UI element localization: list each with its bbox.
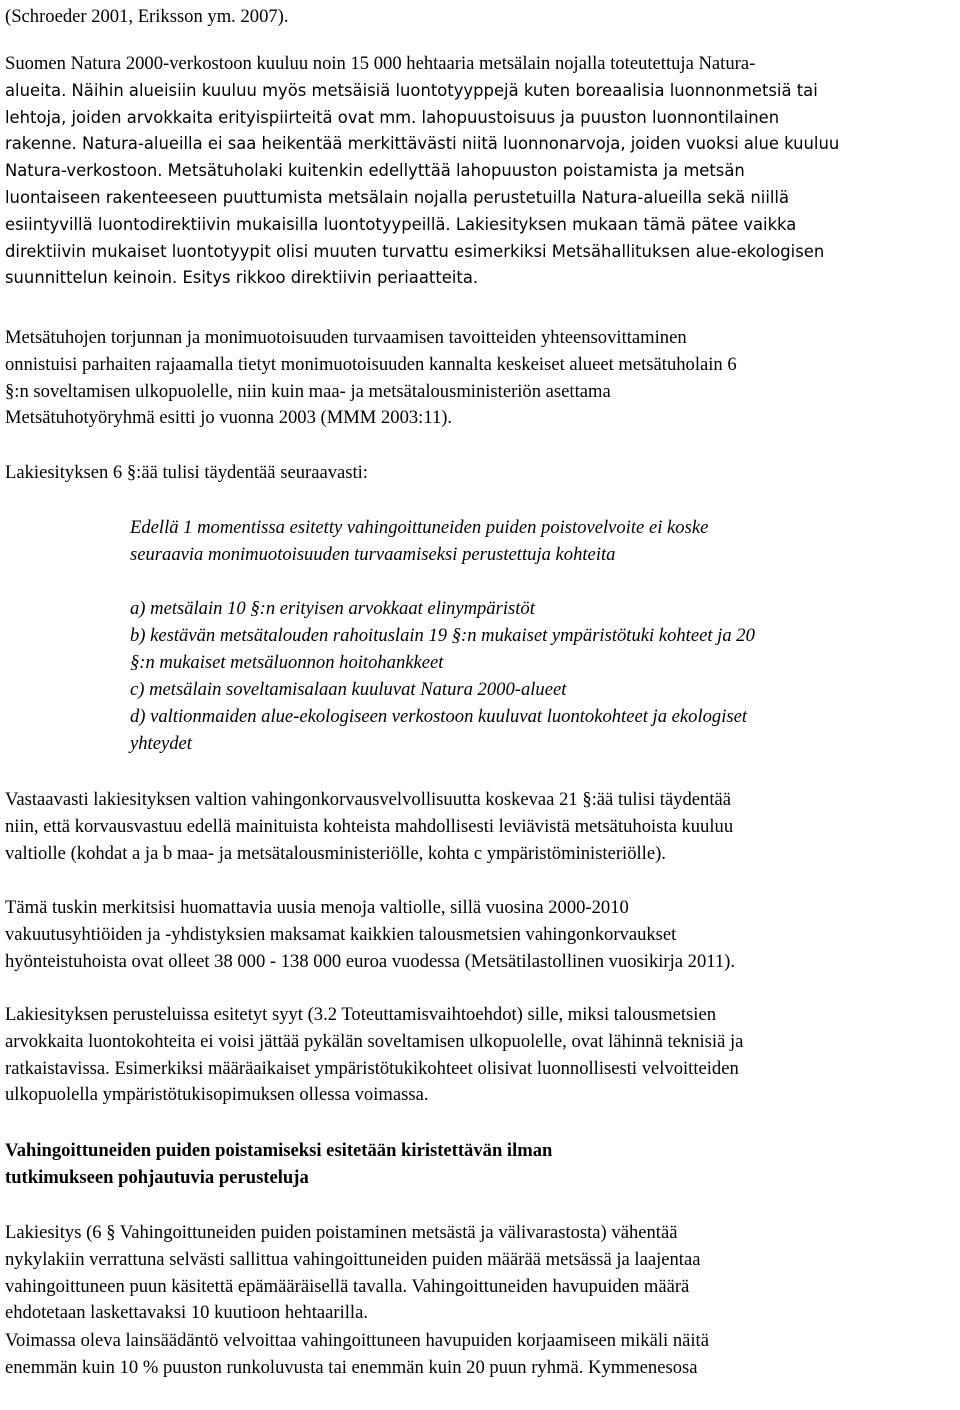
text-line: hyönteistuhoista ovat olleet 38 000 - 138 000 euroa vuodessa (Metsätilastollinen vuosikirja 2011).: [5, 950, 736, 972]
quote-item-d-cont: yhteydet: [130, 733, 192, 754]
text-line: luontaiseen rakenteeseen puuttumista metsälain nojalla perustetuilla Natura-alueilla sekä niillä: [5, 187, 790, 207]
text-line: Metsätuhotyöryhmä esitti jo vuonna 2003 (MMM 2003:11).: [5, 407, 453, 429]
text-line: arvokkaita luontokohteita ei voisi jättää pykälän soveltamisen ulkopuolelle, ovat lähinnä teknisiä ja: [5, 1030, 744, 1052]
text-line: vakuutusyhtiöiden ja -yhdistyksien maksamat kaikkien talousmetsien vahingonkorvaukset: [5, 923, 677, 945]
paragraph-menot: [5, 895, 955, 975]
quote-item-d: d) valtionmaiden alue-ekologiseen verkostoon kuuluvat luontokohteet ja ekologiset: [130, 706, 748, 727]
quote-line: seuraavia monimuotoisuuden turvaamiseksi perustettuja kohteita: [130, 544, 616, 565]
quoted-amendment: [130, 514, 930, 757]
text-line: enemmän kuin 10 % puuston runkoluvusta tai enemmän kuin 20 puun ryhmä. Kymmenesosa: [5, 1356, 698, 1378]
heading-line: tutkimukseen pohjautuvia perusteluja: [5, 1166, 309, 1188]
quote-line: Edellä 1 momentissa esitetty vahingoittuneiden puiden poistovelvoite ei koske: [130, 517, 709, 538]
text-line: Suomen Natura 2000-verkostoon kuuluu noin 15 000 hehtaaria metsälain nojalla toteutettuja Natura-: [5, 53, 756, 74]
paragraph-perustelut: [5, 1002, 955, 1109]
text-line: onnistuisi parhaiten rajaamalla tietyt monimuotoisuuden kannalta keskeiset alueet metsätuholain 6: [5, 353, 737, 375]
heading-line: Vahingoittuneiden puiden poistamiseksi esitetään kiristettävän ilman: [5, 1140, 553, 1161]
text-line: Vastaavasti lakiesityksen valtion vahingonkorvausvelvollisuutta koskevaa 21 §:ää tulisi täydentää: [5, 789, 732, 810]
text-line: valtiolle (kohdat a ja b maa- ja metsätalousministeriölle, kohta c ympäristöministeriölle).: [5, 842, 666, 864]
text-line: esiintyvillä luontodirektiivin mukaisilla luontotyypeillä. Lakiesityksen mukaan tämä pätee vaikka: [5, 214, 797, 234]
text-line: (Schroeder 2001, Eriksson ym. 2007).: [5, 6, 289, 27]
text-line: Lakiesityksen perusteluissa esitetyt syyt (3.2 Toteuttamisvaihtoehdot) sille, miksi talousmetsien: [5, 1004, 717, 1025]
text-line: Tämä tuskin merkitsisi huomattavia uusia menoja valtiolle, sillä vuosina 2000-2010: [5, 897, 629, 918]
quote-item-b: b) kestävän metsätalouden rahoituslain 19 §:n mukaiset ympäristötuki kohteet ja 20: [130, 625, 755, 646]
text-line: suunnittelun keinoin. Esitys rikkoo direktiivin periaatteita.: [5, 268, 479, 288]
paragraph-voimassa: [5, 1328, 955, 1382]
text-line: ehdotetaan laskettavaksi 10 kuutioon hehtaarilla.: [5, 1302, 368, 1324]
text-line: Lakiesityksen 6 §:ää tulisi täydentää seuraavasti:: [5, 462, 368, 483]
text-line: §:n soveltamisen ulkopuolelle, niin kuin maa- ja metsätalousministeriön asettama: [5, 380, 611, 402]
paragraph-metsatuhot: [5, 325, 955, 432]
quote-item-c: c) metsälain soveltamisalaan kuuluvat Natura 2000-alueet: [130, 679, 567, 700]
text-line: direktiivin mukaiset luontotyypit olisi muuten turvattu esimerkiksi Metsähallituksen alue-ekologisen: [5, 241, 825, 261]
text-line: rakenne. Natura-alueilla ei saa heikentää merkittävästi niitä luonnonarvoja, joiden vuoksi alue kuuluu: [5, 134, 840, 154]
text-line: Metsätuhojen torjunnan ja monimuotoisuuden turvaamisen tavoitteiden yhteensovittaminen: [5, 327, 687, 348]
text-line: vahingoittuneen puun käsitettä epämääräisellä tavalla. Vahingoittuneiden havupuiden määrä: [5, 1275, 690, 1297]
paragraph-lakiesitys-6: [5, 1220, 955, 1327]
text-line: Natura-verkostoon. Metsätuholaki kuitenkin edellyttää lahopuuston poistamista ja metsän: [5, 161, 745, 181]
section-heading: [5, 1138, 955, 1192]
text-line: ratkaistavissa. Esimerkiksi määräaikaiset ympäristötukikohteet olisivat luonnollisesti velvoitteiden: [5, 1057, 739, 1079]
paragraph-citation: [5, 4, 955, 31]
text-line: niin, että korvausvastuu edellä mainituista kohteista mahdollisesti leviävistä metsätuhoista kuuluu: [5, 815, 734, 837]
quote-item-b-cont: §:n mukaiset metsäluonnon hoitohankkeet: [130, 652, 444, 673]
text-line: nykylakiin verrattuna selvästi sallittua vahingoittuneiden puiden määrää metsässä ja laajentaa: [5, 1248, 701, 1270]
text-line: Voimassa oleva lainsäädäntö velvoittaa vahingoittuneen havupuiden korjaamiseen mikäli näitä: [5, 1330, 709, 1351]
paragraph-lakiesitys-intro: [5, 460, 955, 487]
paragraph-natura: [5, 51, 955, 292]
text-line: alueita. Näihin alueisiin kuuluu myös metsäisiä luontotyyppejä kuten boreaalisia luonnonmetsiä tai: [5, 80, 818, 100]
text-line: ulkopuolella ympäristötukisopimuksen ollessa voimassa.: [5, 1084, 429, 1106]
text-line: lehtoja, joiden arvokkaita erityispiirteitä ovat mm. lahopuustoisuus ja puuston luonnontilainen: [5, 107, 780, 127]
quote-item-a: a) metsälain 10 §:n erityisen arvokkaat elinympäristöt: [130, 598, 535, 619]
text-line: Lakiesitys (6 § Vahingoittuneiden puiden poistaminen metsästä ja välivarastosta) vähentää: [5, 1222, 678, 1243]
paragraph-korvausvastuu: [5, 787, 955, 867]
